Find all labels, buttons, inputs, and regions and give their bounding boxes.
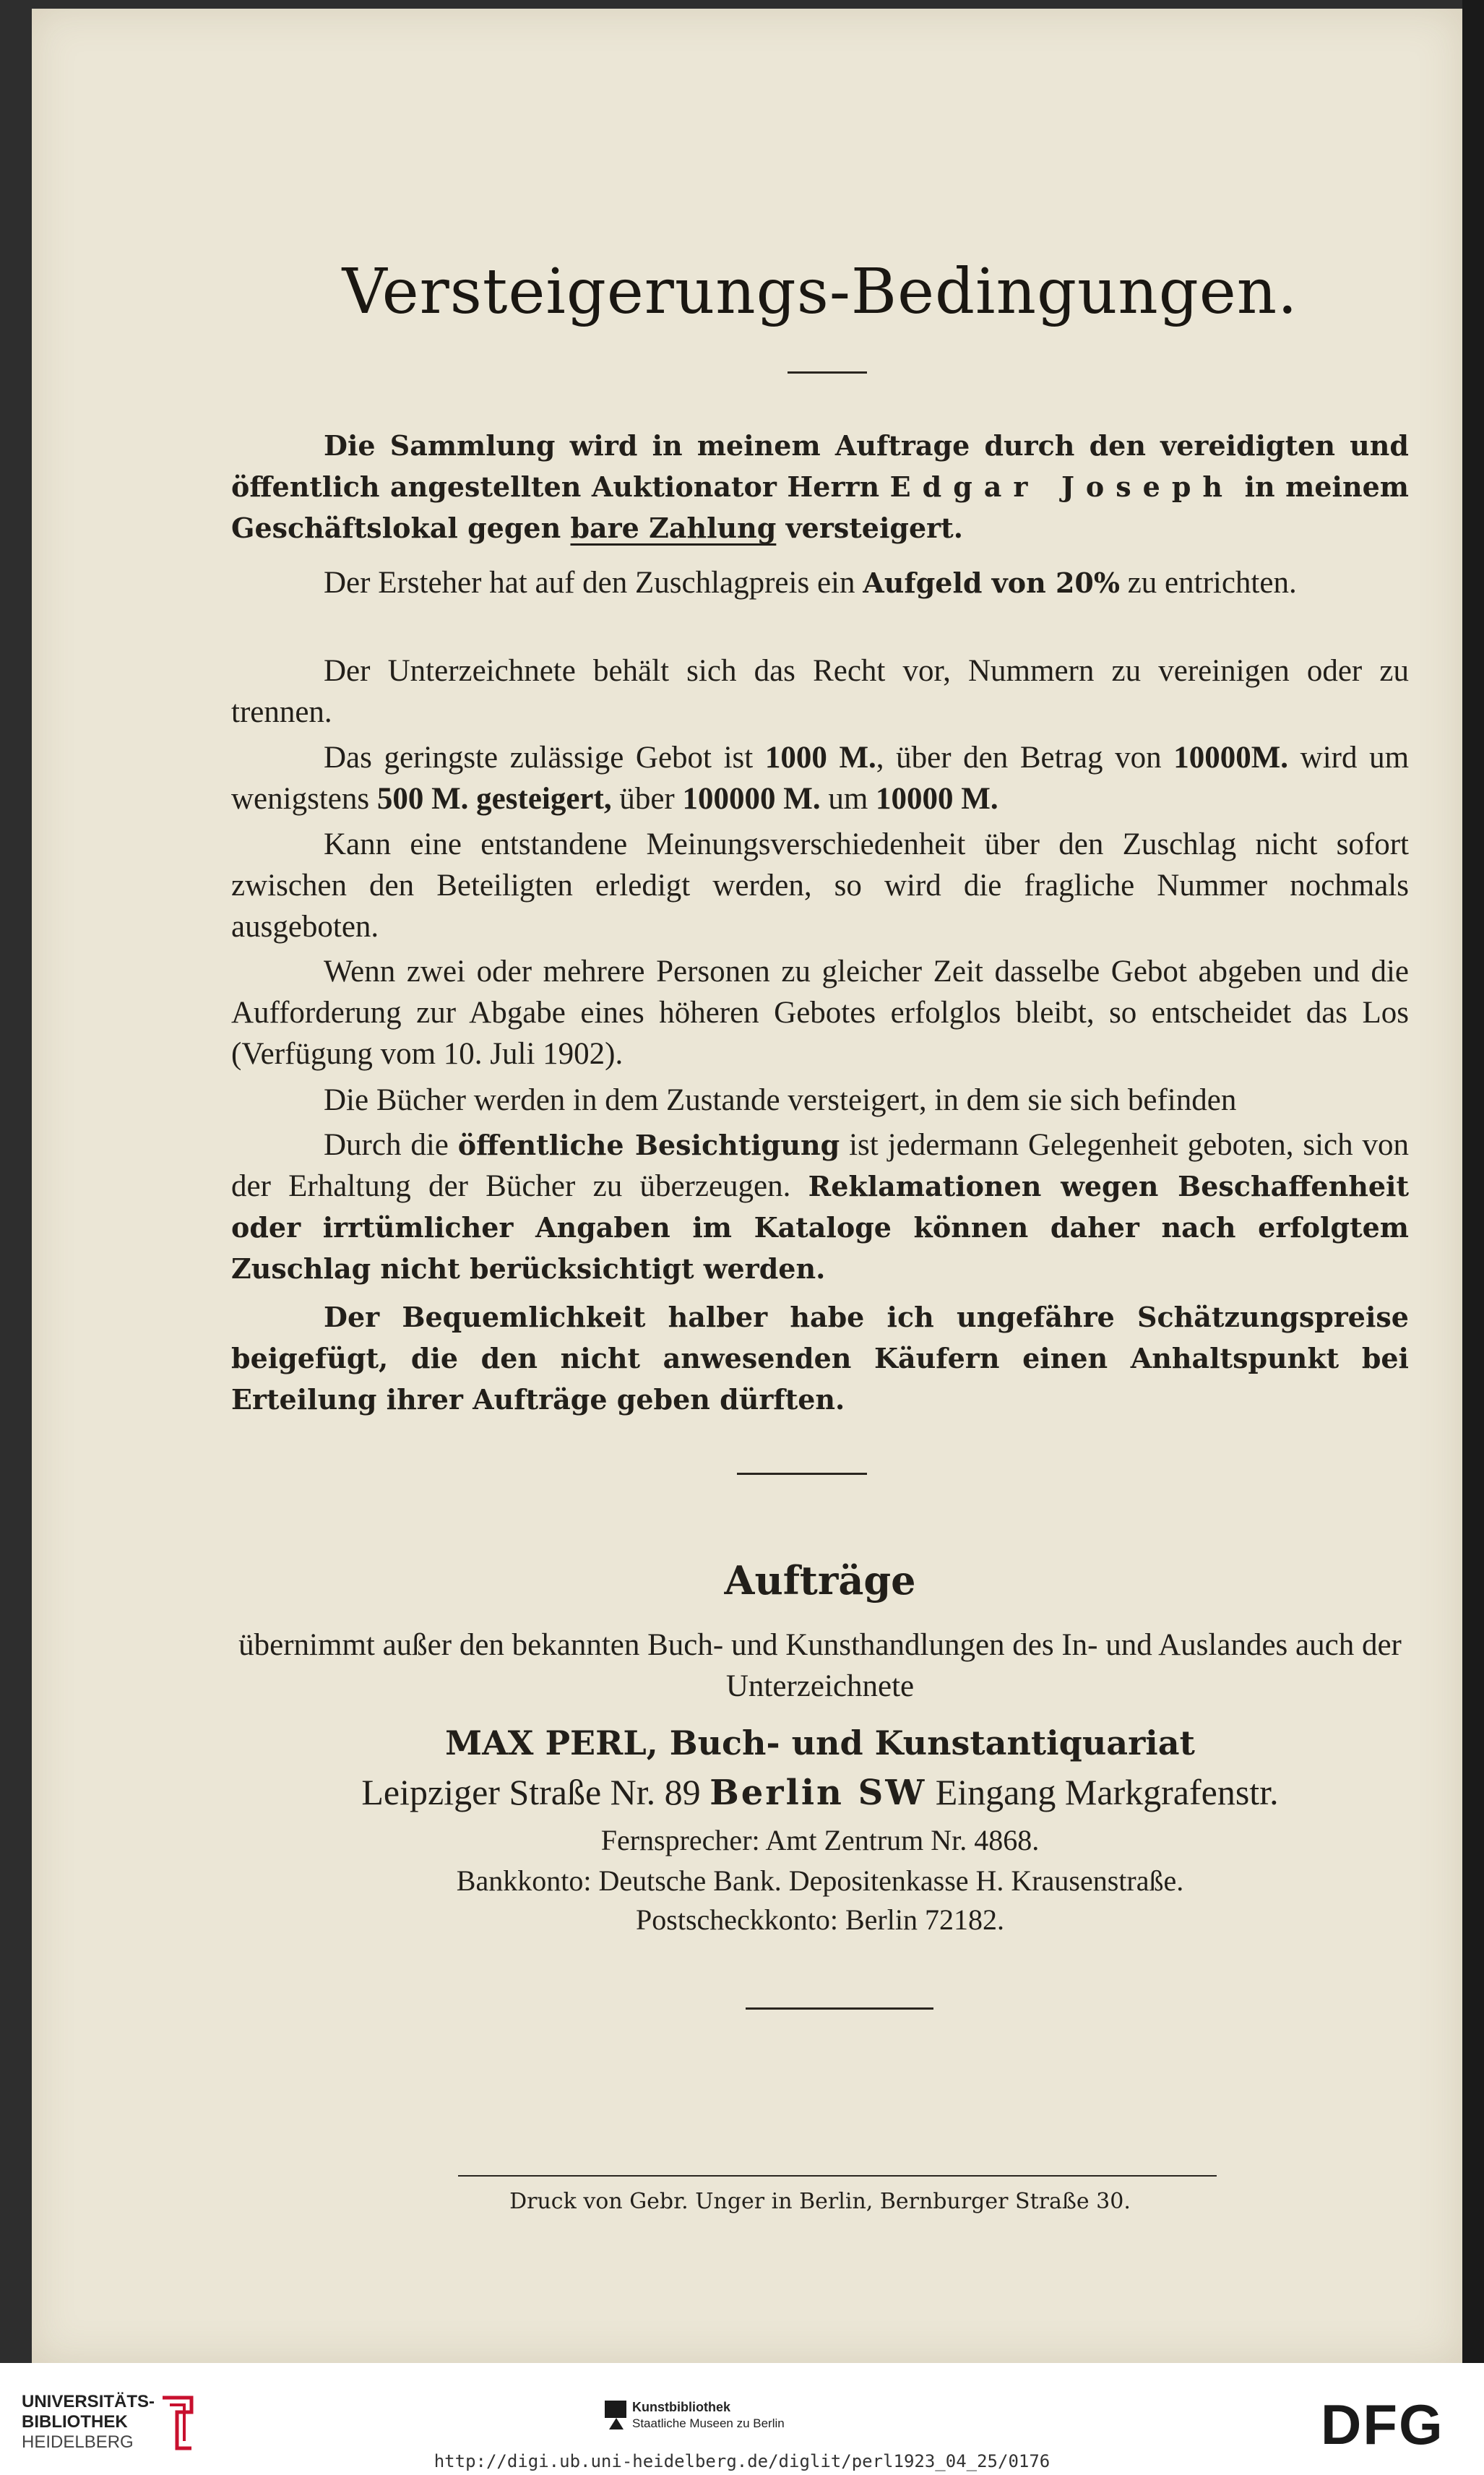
premium-text-b: zu entrichten. — [1127, 566, 1297, 600]
kb-subtitle: Staatliche Museen zu Berlin — [632, 2416, 785, 2430]
phone-line: Fernsprecher: Amt Zentrum Nr. 4868. — [600, 1824, 1040, 1856]
kunstbibliothek-label[interactable] — [632, 2399, 785, 2432]
book-spine — [1462, 0, 1484, 2363]
printer-imprint: Druck von Gebr. Unger in Berlin, Bernburger Straße 30. — [509, 2189, 1131, 2214]
address-city: Berlin SW — [709, 1773, 927, 1813]
postcheck-line: Postscheckkonto: Berlin 72182. — [636, 1903, 1004, 1936]
auftraege-text: übernimmt außer den bekannten Buch- und Kunsthandlungen des In- und Auslandes auch der Unterzeichnete — [238, 1628, 1402, 1703]
bank-line: Bankkonto: Deutsche Bank. Depositenkasse H. Krausenstraße. — [456, 1864, 1184, 1897]
section-divider-2 — [746, 2007, 933, 2010]
paragraph-intro — [231, 425, 1409, 548]
inspection-text-b: ist jedermann Gelegenheit geboten, sich von der Erhaltung der Bücher zu überzeugen. — [231, 1128, 1410, 1203]
paragraph-bids — [231, 737, 1409, 819]
kb-title: Kunstbibliothek — [632, 2400, 730, 2414]
uni-line3: HEIDELBERG — [22, 2432, 134, 2452]
uni-line1: UNIVERSITÄTS- — [22, 2392, 155, 2411]
intro-text-c: versteigert. — [785, 512, 963, 544]
paragraph-dispute: Kann eine entstandene Meinungsverschiedenheit über den Zuschlag nicht sofort zwischen den Beteiligten erledigt werden, so wird die fragliche Nummer nochmals ausgeboten. — [231, 827, 1409, 944]
uni-line2: BIBLIOTHEK — [22, 2412, 128, 2432]
intro-text-a: Die Sammlung wird in meinem Auftrage durch den vereidigten und öffentlich angestellten Auktionator Herrn — [231, 429, 1409, 503]
uni-library-icon — [155, 2390, 199, 2455]
threshold-1: 10000M. — [1173, 741, 1289, 775]
page-title: Versteigerungs-Bedingungen. — [342, 256, 1298, 328]
uni-library-logo-text[interactable] — [22, 2392, 155, 2453]
threshold-2: 100000 M. — [682, 782, 821, 816]
digitization-footer — [0, 2363, 1484, 2475]
kunstbibliothek-icon — [603, 2398, 629, 2431]
bids-text-a: Das geringste zulässige Gebot ist — [324, 741, 754, 775]
paragraph-tie: Wenn zwei oder mehrere Personen zu gleicher Zeit dasselbe Gebot abgeben und die Aufforderung zur Abgabe eines höheren Gebotes erfolglos bleibt, so entscheidet das Los (Verfügung vom 10. Juli 1902). — [231, 955, 1409, 1071]
permalink-url[interactable]: http://digi.ub.uni-heidelberg.de/diglit/perl1923_04_25/0176 — [433, 2451, 1051, 2471]
premium-amount: Aufgeld von 20% — [863, 567, 1120, 599]
auftraege-heading: Aufträge — [724, 1557, 916, 1604]
address-entrance: Eingang Markgrafenstr. — [935, 1772, 1279, 1812]
increment-1: 500 M. gesteigert, — [376, 782, 612, 816]
min-bid: 1000 M. — [764, 741, 876, 775]
inspection-bold: öffentliche Besichtigung — [457, 1129, 840, 1161]
increment-2: 10000 M. — [876, 782, 998, 816]
complaints-notice: Reklamationen wegen Beschaffenheit oder irrtümlicher Angaben im Kataloge können daher nach erfolgtem Zuschlag nicht berücksichtigt werden. — [231, 1170, 1409, 1285]
bids-text-d: über — [619, 782, 675, 816]
bids-text-e: um — [828, 782, 868, 816]
bids-text-b: , über den Betrag von — [876, 741, 1162, 775]
intro-text-b: in meinem Geschäftslokal gegen — [231, 470, 1409, 544]
paragraph-inspection — [231, 1124, 1409, 1289]
premium-text-a: Der Ersteher hat auf den Zuschlagpreis ein — [324, 566, 855, 600]
firm-name: MAX PERL, Buch- und Kunstantiquariat — [445, 1723, 1195, 1762]
address-street: Leipziger Straße Nr. 89 — [361, 1772, 701, 1812]
paragraph-premium — [231, 562, 1409, 603]
firm-address — [231, 1769, 1409, 1815]
dfg-logo[interactable]: DFG — [1321, 2393, 1444, 2456]
paragraph-rights: Der Unterzeichnete behält sich das Recht vor, Nummern zu vereinigen oder zu trennen. — [231, 654, 1409, 729]
scanned-page — [32, 9, 1462, 2363]
payment-terms: bare Zahlung — [570, 512, 777, 544]
section-divider-1 — [737, 1473, 867, 1475]
paragraph-estimates: Der Bequemlichkeit halber habe ich ungefähre Schätzungspreise beigefügt, die den nicht anwesenden Käufern einen Anhaltspunkt bei Erteilung ihrer Aufträge geben dürften. — [231, 1301, 1409, 1416]
bids-text-c: wird um wenigstens — [231, 741, 1410, 816]
auctioneer-name: Edgar Joseph — [889, 470, 1235, 503]
inspection-text-a: Durch die — [324, 1128, 449, 1162]
title-divider — [788, 371, 867, 374]
paragraph-condition: Die Bücher werden in dem Zustande versteigert, in dem sie sich befinden — [324, 1083, 1237, 1117]
imprint-rule — [458, 2175, 1217, 2177]
